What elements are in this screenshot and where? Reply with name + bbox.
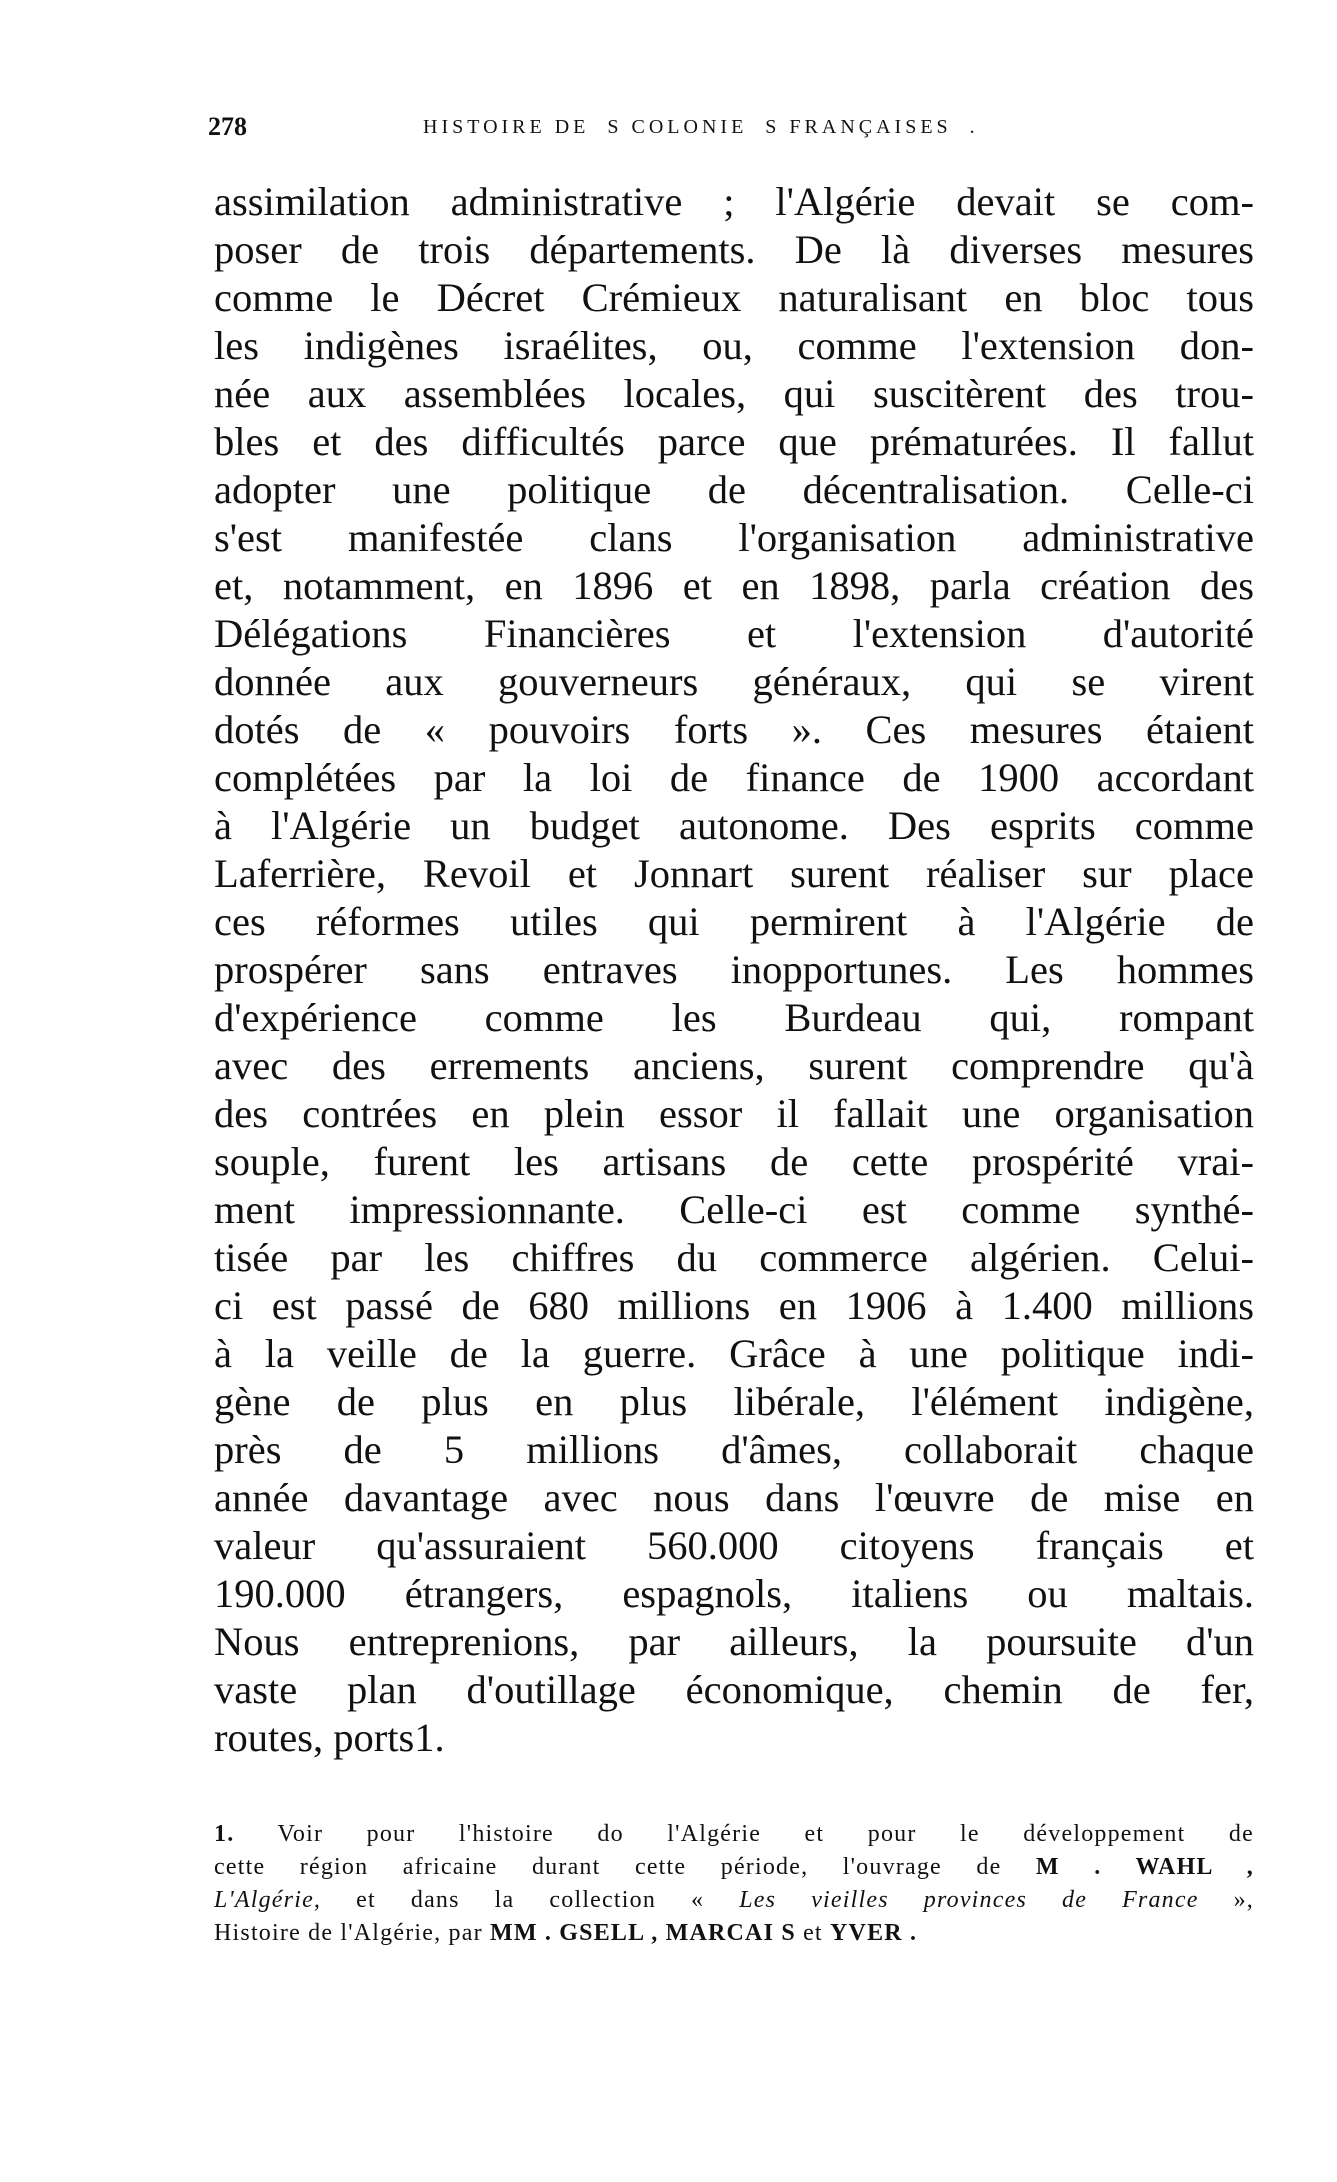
text-line: année davantage avec nous dans l'œuvre de mise en: [214, 1475, 1254, 1520]
footnote-text: et: [795, 1920, 830, 1946]
text-line: Nous entreprenions, par ailleurs, la poursuite d'un: [214, 1619, 1254, 1664]
running-title: HISTOIRE DE S COLONIE S FRANÇAISES .: [423, 116, 979, 138]
footnote-line: [214, 1851, 1254, 1884]
footnote-text: Voir pour l'histoire do l'Algérie et pour le développement de: [277, 1821, 1254, 1847]
footnote-text: et dans la collection «: [321, 1887, 740, 1913]
text-line: et, notamment, en 1896 et en 1898, parla création des: [214, 563, 1254, 608]
text-line: d'expérience comme les Burdeau qui, rompant: [214, 995, 1254, 1040]
text-line: 190.000 étrangers, espagnols, italiens ou maltais.: [214, 1571, 1254, 1616]
text-line: gène de plus en plus libérale, l'élément indigène,: [214, 1379, 1254, 1424]
text-line: poser de trois départements. De là diverses mesures: [214, 227, 1254, 272]
footnote-text: »,: [1198, 1887, 1254, 1913]
text-line: complétées par la loi de finance de 1900 accordant: [214, 755, 1254, 800]
running-head: [208, 108, 1248, 148]
text-line: avec des errements anciens, surent comprendre qu'à: [214, 1043, 1254, 1088]
text-line: des contrées en plein essor il fallait une organisation: [214, 1091, 1254, 1136]
text-line: assimilation administrative ; l'Algérie devait se com-: [214, 179, 1254, 224]
text-line: souple, furent les artisans de cette prospérité vrai-: [214, 1139, 1254, 1184]
page-number: 278: [208, 112, 247, 141]
main-text: [214, 178, 1254, 1762]
text-line: Laferrière, Revoil et Jonnart surent réaliser sur place: [214, 851, 1254, 896]
footnote-line: [214, 1818, 1254, 1851]
text-line: près de 5 millions d'âmes, collaborait chaque: [214, 1427, 1254, 1472]
author-name: M . WAHL ,: [1035, 1854, 1254, 1880]
footnote-line: [214, 1917, 1254, 1950]
text-line: tisée par les chiffres du commerce algérien. Celui-: [214, 1235, 1254, 1280]
footnote-number: 1.: [214, 1821, 235, 1847]
text-line: ces réformes utiles qui permirent à l'Algérie de: [214, 899, 1254, 944]
text-line: adopter une politique de décentralisation. Celle-ci: [214, 467, 1254, 512]
author-name: YVER .: [830, 1920, 918, 1946]
text-line: s'est manifestée clans l'organisation administrative: [214, 515, 1254, 560]
text-line: donnée aux gouverneurs généraux, qui se virent: [214, 659, 1254, 704]
footnote-line: [214, 1884, 1254, 1917]
text-line: Délégations Financières et l'extension d'autorité: [214, 611, 1254, 656]
author-names: MM . GSELL , MARCAI S: [489, 1920, 796, 1946]
text-line: ci est passé de 680 millions en 1906 à 1.400 millions: [214, 1283, 1254, 1328]
text-line: comme le Décret Crémieux naturalisant en bloc tous: [214, 275, 1254, 320]
text-line: née aux assemblées locales, qui suscitèrent des trou-: [214, 371, 1254, 416]
collection-title: Les vieilles provinces de France: [739, 1887, 1199, 1913]
text-line: prospérer sans entraves inopportunes. Les hommes: [214, 947, 1254, 992]
book-title: L'Algérie,: [214, 1887, 322, 1913]
footnote-text: Histoire de l'Algérie, par: [214, 1920, 490, 1946]
text-line: bles et des difficultés parce que prématurées. Il fallut: [214, 419, 1254, 464]
text-line: ment impressionnante. Celle-ci est comme synthé-: [214, 1187, 1254, 1232]
text-line: valeur qu'assuraient 560.000 citoyens français et: [214, 1523, 1254, 1568]
text-line: dotés de « pouvoirs forts ». Ces mesures étaient: [214, 707, 1254, 752]
footnote: [214, 1818, 1254, 1950]
text-line: à la veille de la guerre. Grâce à une politique indi-: [214, 1331, 1254, 1376]
text-line: à l'Algérie un budget autonome. Des esprits comme: [214, 803, 1254, 848]
text-line: les indigènes israélites, ou, comme l'extension don-: [214, 323, 1254, 368]
footnote-text: cette région africaine durant cette période, l'ouvrage de: [214, 1854, 1036, 1880]
text-line: vaste plan d'outillage économique, chemin de fer,: [214, 1667, 1254, 1712]
text-line: routes, ports1.: [214, 1715, 445, 1760]
